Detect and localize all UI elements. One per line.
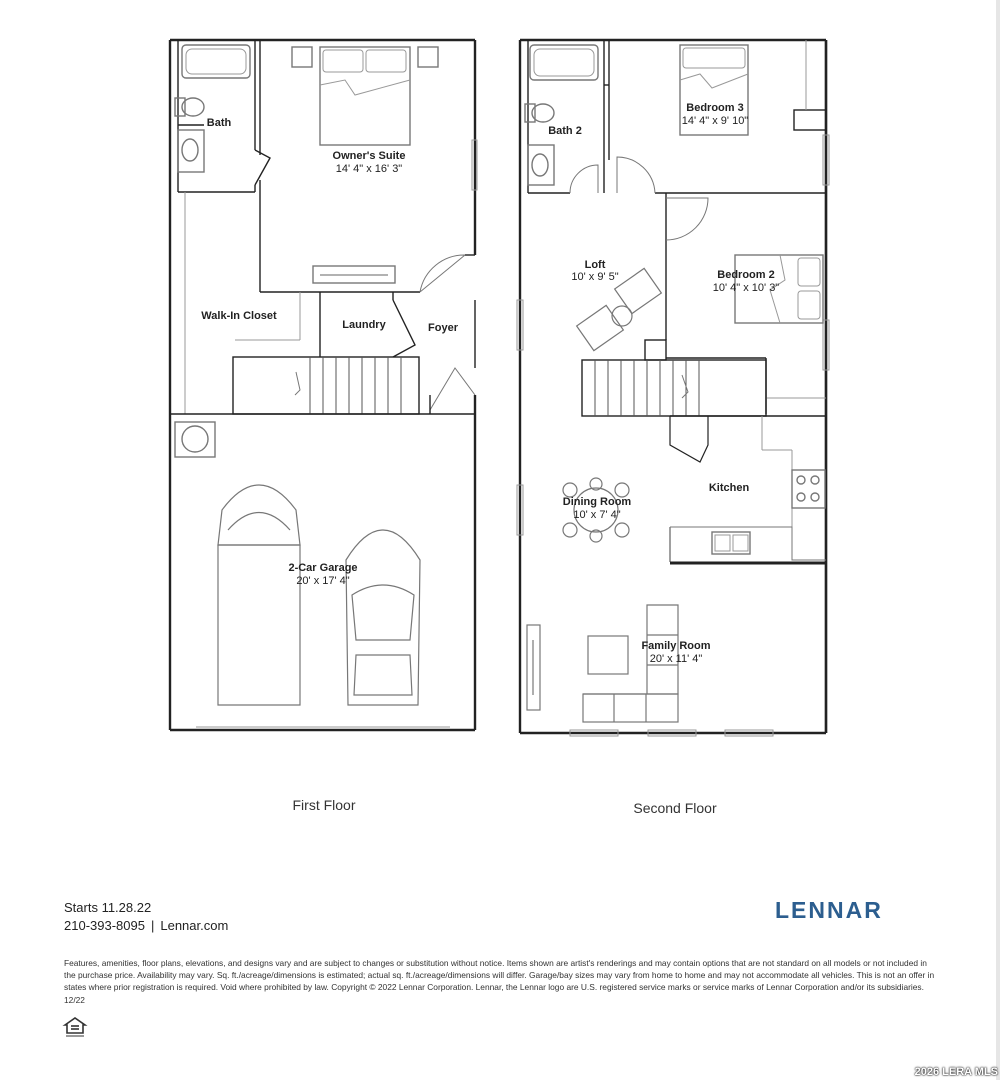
second-floor-caption: Second Floor — [633, 800, 717, 816]
contact-line — [64, 918, 228, 933]
legal-disclaimer: Features, amenities, floor plans, elevations, and designs vary and are subject to changes or substitution without notice. Items shown are artist's renderings and may contain options that are not standard on all models or not included in the purchase price. Availability may vary. Sq. ft./acreage/dimensions is estimated; actual sq. ft./acreage/dimensions will differ. Garage/bay sizes may vary from home to home and may not accommodate all vehicles. This is not an offer in states where prior registration is required. Void where prohibited by law. Copyright © 2022 Lennar Corporation. Lennar, the Lennar logo are U.S. registered service marks or service marks of Lennar Corporation and/or its subsidiaries. 12/22 — [64, 958, 935, 1005]
room-dims-dining-room: 10' x 7' 4" — [573, 509, 621, 521]
room-label-dining-room: Dining Room — [562, 496, 632, 508]
equal-housing-logo — [62, 1015, 88, 1039]
room-dims-bedroom-3: 14' 4" x 9' 10" — [681, 115, 749, 127]
room-label-foyer: Foyer — [428, 322, 458, 334]
website-link[interactable]: Lennar.com — [160, 918, 229, 933]
room-dims-garage: 20' x 17' 4" — [296, 575, 350, 587]
mls-watermark: 2026 LERA MLS — [914, 1066, 998, 1078]
second-floor-plan — [517, 40, 829, 736]
starts-date: Starts 11.28.22 — [64, 900, 152, 915]
room-dims-family-room: 20' x 11' 4" — [649, 653, 703, 665]
room-dims-loft: 10' x 9' 5" — [571, 271, 619, 283]
lennar-logo: LENNAR — [775, 897, 883, 923]
room-label-bath-2: Bath 2 — [548, 125, 582, 137]
room-label-owners-suite: Owner's Suite — [332, 150, 406, 162]
phone-number: 210-393-8095 — [64, 918, 145, 933]
room-label-bath: Bath — [206, 117, 232, 129]
equal-housing-icon — [62, 1015, 88, 1044]
room-label-garage: 2-Car Garage — [288, 562, 358, 574]
room-dims-bedroom-2: 10' 4" x 10' 3" — [712, 282, 780, 294]
room-label-loft: Loft — [584, 259, 606, 271]
room-dims-owners-suite: 14' 4" x 16' 3" — [335, 163, 403, 175]
room-label-kitchen: Kitchen — [708, 482, 750, 494]
first-floor-plan — [170, 40, 477, 730]
room-label-bedroom-3: Bedroom 3 — [686, 102, 744, 114]
room-label-walk-in-closet: Walk-In Closet — [201, 310, 277, 322]
room-label-family-room: Family Room — [641, 640, 711, 652]
contact-separator: | — [150, 918, 155, 933]
room-label-laundry: Laundry — [342, 319, 386, 331]
first-floor-caption: First Floor — [292, 797, 356, 813]
room-label-bedroom-2: Bedroom 2 — [717, 269, 775, 281]
